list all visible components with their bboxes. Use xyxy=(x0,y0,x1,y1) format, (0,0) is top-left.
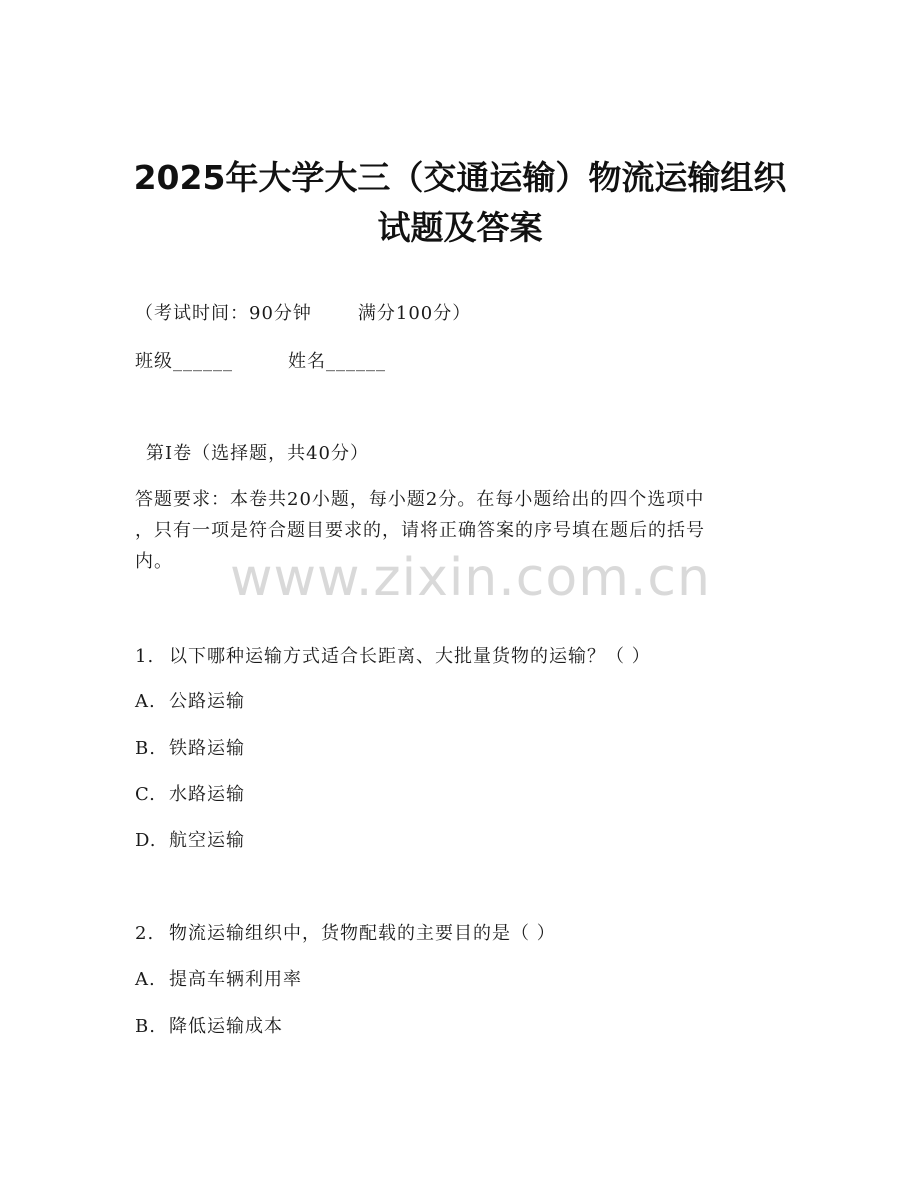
option-d xyxy=(135,829,245,853)
option-letter: D. xyxy=(135,830,157,851)
option-letter: A. xyxy=(135,691,156,712)
option-b xyxy=(135,737,245,761)
question-text: 物流运输组织中，货物配载的主要目的是（ ） xyxy=(169,923,556,944)
option-letter: B. xyxy=(135,1016,156,1037)
question-1 xyxy=(135,645,651,669)
option-text: 水路运输 xyxy=(169,784,245,805)
instructions-line-3: 内。 xyxy=(135,551,173,572)
question-2 xyxy=(135,922,556,946)
option-b xyxy=(135,1015,283,1039)
option-text: 铁路运输 xyxy=(169,738,245,759)
instructions-line-1: 答题要求：本卷共20小题，每小题2分。在每小题给出的四个选项中 xyxy=(135,489,705,510)
exam-time: （考试时间：90分钟 xyxy=(135,303,312,324)
full-score: 满分100分） xyxy=(357,303,472,324)
student-info xyxy=(135,350,386,374)
option-letter: B. xyxy=(135,738,156,759)
option-a xyxy=(135,690,245,714)
document-title-line-1: 2025年大学大三（交通运输）物流运输组织 xyxy=(133,158,787,197)
option-letter: A. xyxy=(135,969,156,990)
class-field: 班级______ xyxy=(135,351,233,372)
option-text: 航空运输 xyxy=(169,830,245,851)
option-a xyxy=(135,968,302,992)
name-field: 姓名______ xyxy=(288,351,386,372)
option-letter: C. xyxy=(135,784,156,805)
exam-info xyxy=(135,302,471,326)
question-number: 1. xyxy=(135,646,155,667)
option-text: 提高车辆利用率 xyxy=(169,969,302,990)
question-number: 2. xyxy=(135,923,155,944)
watermark: www.zixin.com.cn xyxy=(230,548,711,608)
option-c xyxy=(135,783,245,807)
document-title-line-2: 试题及答案 xyxy=(377,208,543,247)
option-text: 降低运输成本 xyxy=(169,1016,283,1037)
option-text: 公路运输 xyxy=(169,691,245,712)
section-title: 第I卷（选择题，共40分） xyxy=(146,443,370,464)
instructions-line-2: ，只有一项是符合题目要求的，请将正确答案的序号填在题后的括号 xyxy=(135,520,705,541)
question-text: 以下哪种运输方式适合长距离、大批量货物的运输？（ ） xyxy=(169,646,651,667)
